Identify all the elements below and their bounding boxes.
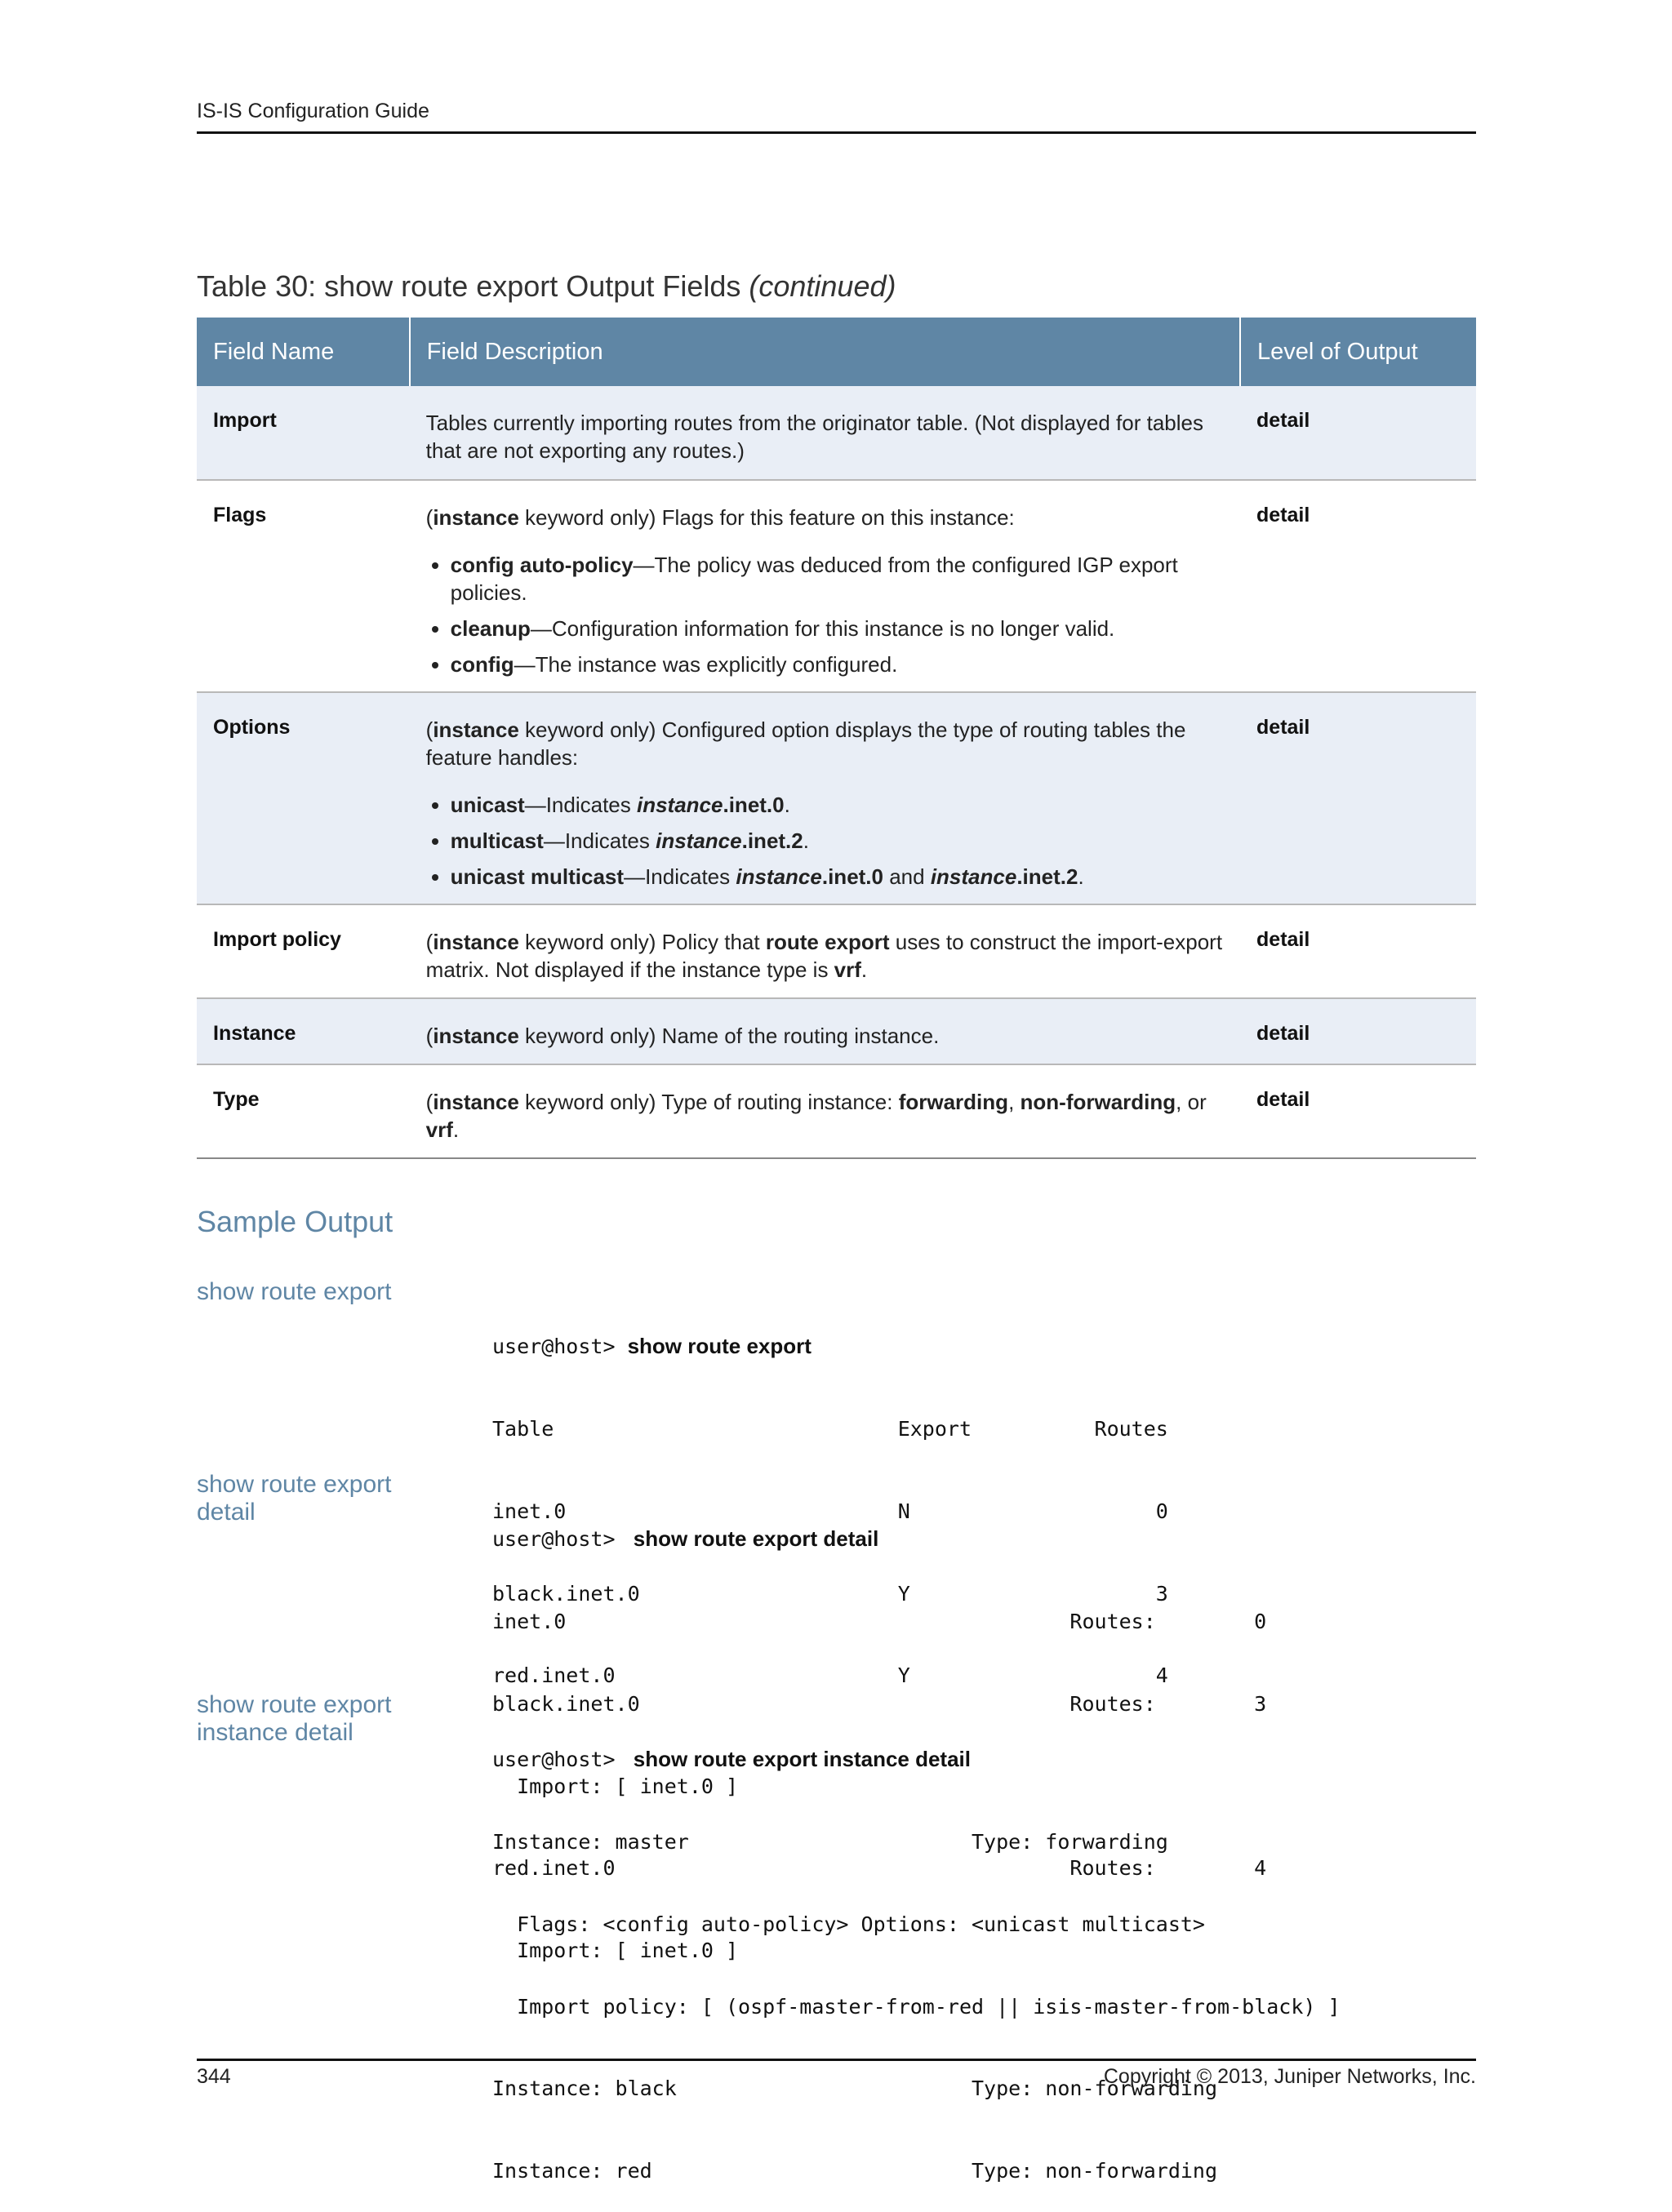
text: —Indicates xyxy=(624,864,736,889)
field-name: Import xyxy=(197,386,410,480)
keyword: vrf xyxy=(834,957,861,982)
text: —Configuration information for this instance is no longer valid. xyxy=(530,616,1115,641)
text: keyword only) Configured option displays the type of routing tables the feature handles: xyxy=(425,717,1186,770)
output-line: red.inet.0 Y 4 xyxy=(492,1663,1168,1688)
field-name: Instance xyxy=(197,998,410,1064)
prompt: user@host> xyxy=(492,1527,628,1552)
italic-keyword: instance xyxy=(656,828,742,853)
keyword: instance xyxy=(433,505,519,530)
section-title-sample-output: Sample Output xyxy=(197,1205,394,1238)
label-line: detail xyxy=(197,1499,256,1526)
text: —Indicates xyxy=(543,828,656,853)
flags-list xyxy=(426,551,1224,678)
keyword-suffix: .inet.0 xyxy=(821,864,883,889)
italic-keyword: instance xyxy=(930,864,1017,889)
output-line: Flags: <config auto-policy> Options: <unicast multicast> xyxy=(492,1912,1205,1936)
command-line xyxy=(492,1333,1168,1361)
text: . xyxy=(452,1117,460,1142)
sample-label-show-route-export: show route export xyxy=(197,1278,392,1305)
copyright-notice: Copyright © 2013, Juniper Networks, Inc. xyxy=(1103,2065,1476,2088)
options-list xyxy=(426,791,1224,891)
text: keyword only) Flags for this feature on this instance: xyxy=(518,505,1015,530)
description-text: Tables currently importing routes from the originator table. (Not displayed for tables that are not exporting any routes.) xyxy=(425,411,1203,463)
text: keyword only) Name of the routing instance. xyxy=(518,1024,940,1048)
description-text: (instance keyword only) Name of the routing instance. xyxy=(425,1024,940,1048)
field-description xyxy=(410,1064,1240,1158)
label-line: show route export xyxy=(197,1471,392,1498)
output-line: inet.0 Routes: 0 xyxy=(492,1609,1267,1633)
field-description xyxy=(410,386,1240,480)
field-name: Type xyxy=(197,1064,410,1158)
text: and xyxy=(883,864,931,889)
output-fields-table xyxy=(197,318,1476,1159)
text: . xyxy=(784,793,790,817)
output-line: Import: [ inet.0 ] xyxy=(492,1939,739,1963)
list-item xyxy=(451,615,1224,642)
command: show route export instance detail xyxy=(627,1747,971,1772)
field-description xyxy=(410,692,1240,904)
field-name: Import policy xyxy=(197,904,410,998)
keyword: route export xyxy=(765,930,890,954)
field-description xyxy=(410,998,1240,1064)
keyword: forwarding xyxy=(898,1090,1009,1114)
keyword: unicast multicast xyxy=(450,864,625,889)
text: uses to construct the import-export matrix. Not displayed if the instance type is xyxy=(425,930,1223,982)
caption-continued: (continued) xyxy=(749,269,896,303)
column-header-level-of-output: Level of Output xyxy=(1240,318,1476,386)
output-line: Import: [ inet.0 ] xyxy=(492,1774,739,1798)
keyword: config auto-policy xyxy=(450,553,634,577)
keyword: cleanup xyxy=(450,616,531,641)
list-item xyxy=(451,863,1224,891)
level-of-output: detail xyxy=(1240,480,1476,692)
field-description xyxy=(410,904,1240,998)
output-line: Instance: master Type: forwarding xyxy=(492,1829,1168,1854)
command: show route export xyxy=(627,1334,812,1359)
output-line: Instance: black Type: non-forwarding xyxy=(492,2077,1218,2101)
table-row-import-policy xyxy=(197,904,1476,998)
command-line xyxy=(492,1746,1341,1774)
description-text: (instance keyword only) Policy that route export uses to construct the import-export matrix. Not displayed if the instance type is vrf. xyxy=(425,930,1223,982)
code-block-show-route-export-instance-detail xyxy=(492,1691,1341,2212)
sample-label-show-route-export-detail xyxy=(197,1471,391,1526)
level-of-output: detail xyxy=(1240,998,1476,1064)
description-text: (instance keyword only) Flags for this feature on this instance: xyxy=(425,505,1015,530)
list-item xyxy=(451,791,1224,819)
text: —The instance was explicitly configured. xyxy=(514,652,898,677)
italic-keyword: instance xyxy=(636,793,723,817)
table-row-options xyxy=(197,692,1476,904)
field-description xyxy=(410,480,1240,692)
keyword: unicast xyxy=(450,793,525,817)
level-of-output: detail xyxy=(1240,386,1476,480)
keyword: instance xyxy=(433,1090,519,1114)
table-row-type xyxy=(197,1064,1476,1158)
text: keyword only) Policy that xyxy=(518,930,766,954)
table-caption xyxy=(197,269,896,304)
list-item xyxy=(451,551,1224,606)
command-line xyxy=(492,1526,1266,1553)
header-rule xyxy=(197,131,1476,134)
text: , xyxy=(1008,1090,1021,1114)
output-line: red.inet.0 Routes: 4 xyxy=(492,1856,1267,1881)
column-header-field-description: Field Description xyxy=(410,318,1240,386)
level-of-output: detail xyxy=(1240,904,1476,998)
command: show route export detail xyxy=(627,1526,879,1552)
text: . xyxy=(1078,864,1084,889)
description-text: (instance keyword only) Type of routing instance: forwarding, non-forwarding, or vrf. xyxy=(425,1090,1207,1142)
list-item xyxy=(451,651,1224,678)
sample-label-show-route-export-instance-detail xyxy=(197,1691,391,1747)
table-row-instance xyxy=(197,998,1476,1064)
output-line: inet.0 N 0 xyxy=(492,1499,1168,1523)
keyword-suffix: .inet.0 xyxy=(723,793,785,817)
field-name: Options xyxy=(197,692,410,904)
label-line: instance detail xyxy=(197,1719,354,1746)
output-line: black.inet.0 Routes: 3 xyxy=(492,1691,1267,1716)
prompt: user@host> xyxy=(492,1335,628,1359)
keyword-suffix: .inet.2 xyxy=(1016,864,1078,889)
keyword: vrf xyxy=(425,1117,453,1142)
output-line: Import policy: [ (ospf-master-from-red || isis-master-from-black) ] xyxy=(492,1994,1341,2019)
keyword: config xyxy=(450,652,514,677)
keyword: multicast xyxy=(450,828,544,853)
footer-rule xyxy=(197,2059,1476,2061)
table-row-import xyxy=(197,386,1476,480)
description-text: (instance keyword only) Configured option displays the type of routing tables the feature handles: xyxy=(425,717,1186,770)
level-of-output: detail xyxy=(1240,1064,1476,1158)
keyword: instance xyxy=(433,717,519,742)
text: —The policy was deduced from the configured IGP export policies. xyxy=(450,553,1178,605)
level-of-output: detail xyxy=(1240,692,1476,904)
running-header: IS-IS Configuration Guide xyxy=(197,100,429,122)
output-line: Table Export Routes xyxy=(492,1416,1168,1441)
keyword: non-forwarding xyxy=(1020,1090,1176,1114)
page-number: 344 xyxy=(197,2065,231,2088)
list-item xyxy=(451,827,1224,855)
column-header-field-name: Field Name xyxy=(197,318,410,386)
text: , or xyxy=(1176,1090,1207,1114)
text: keyword only) Type of routing instance: xyxy=(518,1090,899,1114)
table-row-flags xyxy=(197,480,1476,692)
text: . xyxy=(803,828,809,853)
caption-main: Table 30: show route export Output Fields xyxy=(197,269,749,303)
table-header-row xyxy=(197,318,1476,386)
keyword: instance xyxy=(433,1024,519,1048)
prompt: user@host> xyxy=(492,1748,628,1772)
output-line: Instance: red Type: non-forwarding xyxy=(492,2159,1218,2183)
label-line: show route export xyxy=(197,1691,392,1718)
text: . xyxy=(860,957,868,982)
output-line: black.inet.0 Y 3 xyxy=(492,1581,1168,1606)
field-name: Flags xyxy=(197,480,410,692)
keyword: instance xyxy=(433,930,519,954)
text: —Indicates xyxy=(524,793,637,817)
italic-keyword: instance xyxy=(736,864,822,889)
keyword-suffix: .inet.2 xyxy=(741,828,803,853)
